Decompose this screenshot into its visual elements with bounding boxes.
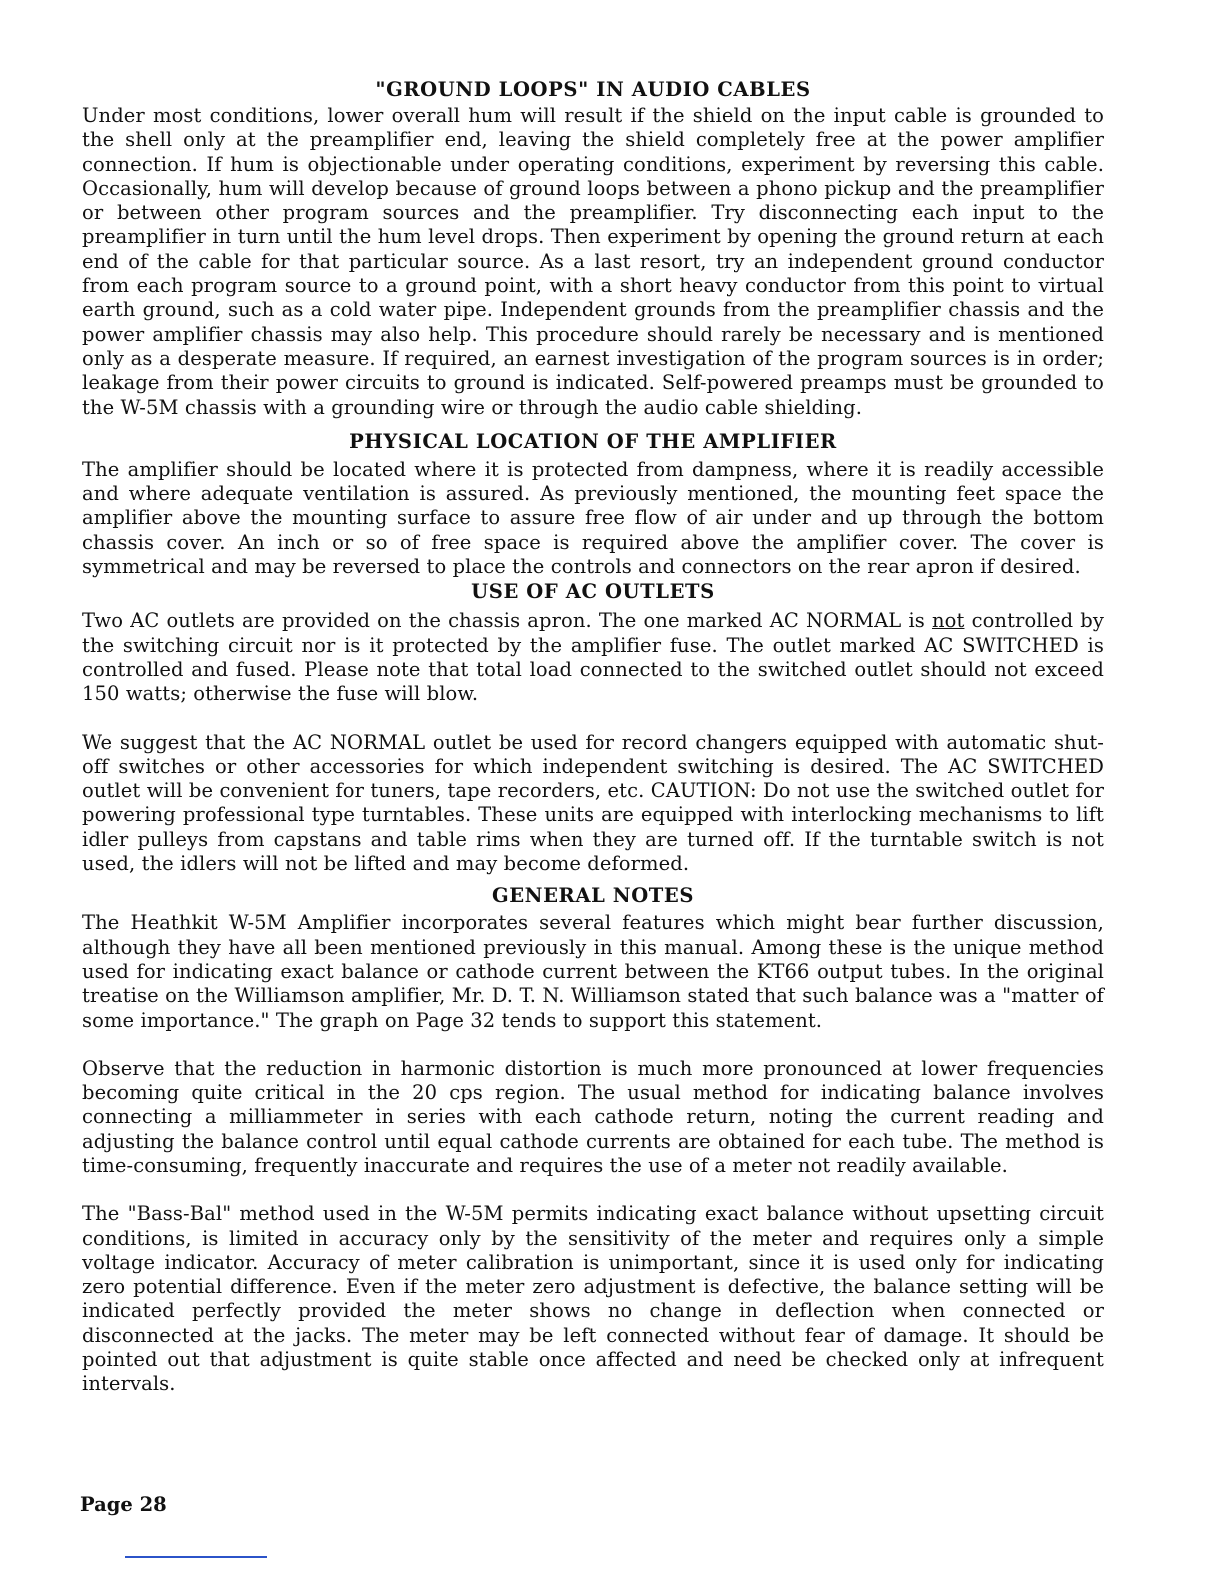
paragraph-ac-outlets-1	[82, 609, 1104, 706]
heading-general-notes: GENERAL NOTES	[491, 884, 695, 908]
heading-physical-location: PHYSICAL LOCATION OF THE AMPLIFIER	[349, 429, 837, 453]
paragraph-general-notes-3: The "Bass-Bal" method used in the W-5M permits indicating exact balance without upsetting circuit conditions, is limited in accuracy only by the sensitivity of the meter and requires only a simple voltage indicator. Accuracy of meter calibration is unimportant, since it is used only for indicating zero potential difference. Even if the meter zero adjustment is defective, the balance setting will be indicated perfectly provided the meter shows no change in deflection when connected or disconnected at the jacks. The meter may be left connected without fear of damage. It should be pointed out that adjustment is quite stable once affected and need be checked only at infrequent intervals.	[82, 1202, 1104, 1396]
paragraph-ground-loops: Under most conditions, lower overall hum will result if the shield on the input cable is grounded to the shell only at the preamplifier end, leaving the shield completely free at the power amplifier connection. If hum is objectionable under operating conditions, experiment by reversing this cable. Occasionally, hum will develop because of ground loops between a phono pickup and the preamplifier or between other program sources and the preamplifier. Try disconnecting each input to the preamplifier in turn until the hum level drops. Then experiment by opening the ground return at each end of the cable for that particular source. As a last resort, try an independent ground conductor from each program source to a ground point, with a short heavy conductor from this point to virtual earth ground, such as a cold water pipe. Independent grounds from the preamplifier chassis and the power amplifier chassis may also help. This procedure should rarely be necessary and is mentioned only as a desperate measure. If required, an earnest investigation of the program sources is in order; leakage from their power circuits to ground is indicated. Self-powered preamps must be grounded to the W-5M chassis with a grounding wire or through the audio cable shielding.	[82, 104, 1104, 419]
footer-divider	[125, 1556, 267, 1558]
emphasis-not: not	[932, 609, 965, 633]
heading-ac-outlets: USE OF AC OUTLETS	[471, 580, 715, 604]
paragraph-physical-location: The amplifier should be located where it is protected from dampness, where it is readily accessible and where adequate ventilation is assured. As previously mentioned, the mounting feet space the amplifier above the mounting surface to assure free flow of air under and up through the bottom chassis cover. An inch or so of free space is required above the amplifier cover. The cover is symmetrical and may be reversed to place the controls and connectors on the rear apron if desired.	[82, 457, 1104, 579]
text-segment: Two AC outlets are provided on the chassis apron. The one marked AC NORMAL is	[82, 609, 933, 633]
page-number: Page 28	[80, 1493, 167, 1516]
heading-ground-loops: "GROUND LOOPS" IN AUDIO CABLES	[375, 78, 811, 101]
paragraph-ac-outlets-2: We suggest that the AC NORMAL outlet be used for record changers equipped with automatic shut-off switches or other accessories for which independent switching is desired. The AC SWITCHED outlet will be convenient for tuners, tape recorders, etc. CAUTION: Do not use the switched outlet for powering professional type turntables. These units are equipped with interlocking mechanisms to lift idler pulleys from capstans and table rims when they are turned off. If the turntable switch is not used, the idlers will not be lifted and may become deformed.	[82, 730, 1104, 876]
paragraph-general-notes-2: Observe that the reduction in harmonic distortion is much more pronounced at lower frequencies becoming quite critical in the 20 cps region. The usual method for indicating balance involves connecting a milliammeter in series with each cathode return, noting the current reading and adjusting the balance control until equal cathode currents are obtained for each tube. The method is time-consuming, frequently inaccurate and requires the use of a meter not readily available.	[82, 1056, 1104, 1177]
text-segment: controlled by the switching circuit nor is it protected by the amplifier fuse. The outlet marked AC SWITCHED is controlled and fused. Please note that total load connected to the switched outlet should not exceed 150 watts; otherwise the fuse will blow.	[82, 609, 1104, 706]
paragraph-general-notes-1: The Heathkit W-5M Amplifier incorporates several features which might bear further discussion, although they have all been mentioned previously in this manual. Among these is the unique method used for indicating exact balance or cathode current between the KT66 output tubes. In the original treatise on the Williamson amplifier, Mr. D. T. N. Williamson stated that such balance was a "matter of some importance." The graph on Page 32 tends to support this statement.	[82, 911, 1104, 1032]
document-page	[82, 74, 1104, 1397]
